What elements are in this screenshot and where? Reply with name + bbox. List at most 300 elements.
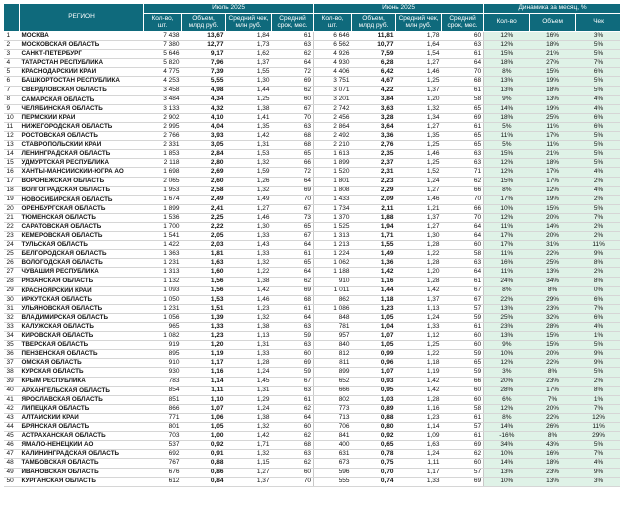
dyn-check: 6%	[576, 295, 620, 304]
june-volume: 1,05	[352, 313, 396, 322]
table-row	[4, 241, 620, 250]
june-avg-check: 1,27	[396, 186, 442, 195]
june-volume: 0,78	[352, 450, 396, 459]
june-count: 910	[314, 277, 352, 286]
june-avg-term: 59	[442, 350, 484, 359]
july-volume: 1,14	[182, 377, 226, 386]
july-avg-term: 66	[272, 159, 314, 168]
june-count: 666	[314, 386, 352, 395]
june-avg-term: 69	[442, 441, 484, 450]
row-number: 9	[4, 104, 20, 113]
june-avg-term: 60	[442, 459, 484, 468]
table-row	[4, 286, 620, 295]
dyn-count: 11%	[484, 222, 530, 231]
dyn-count: 25%	[484, 313, 530, 322]
july-avg-term: 73	[272, 213, 314, 222]
july-count: 1 853	[144, 150, 182, 159]
dyn-volume: 12%	[530, 186, 576, 195]
june-count: 1 086	[314, 304, 352, 313]
dyn-check: 5%	[576, 150, 620, 159]
june-count: 1 213	[314, 241, 352, 250]
dyn-volume: 20%	[530, 232, 576, 241]
july-avg-term: 67	[272, 232, 314, 241]
july-avg-term: 62	[272, 277, 314, 286]
july-volume: 2,25	[182, 213, 226, 222]
june-count: 1 433	[314, 195, 352, 204]
dyn-check: 4%	[576, 168, 620, 177]
july-volume: 12,77	[182, 41, 226, 50]
table-row	[4, 350, 620, 359]
dyn-volume: 22%	[530, 250, 576, 259]
june-volume: 0,93	[352, 377, 396, 386]
july-volume: 1,56	[182, 286, 226, 295]
dyn-count: 8%	[484, 413, 530, 422]
july-avg-check: 1,32	[226, 186, 272, 195]
col-volume-header: Объем, млрд руб.	[182, 14, 226, 32]
table-row	[4, 32, 620, 41]
july-volume: 1,07	[182, 404, 226, 413]
june-count: 957	[314, 332, 352, 341]
dyn-volume: 28%	[530, 323, 576, 332]
july-count: 3 484	[144, 95, 182, 104]
june-avg-term: 60	[442, 332, 484, 341]
table-row	[4, 232, 620, 241]
july-volume: 2,69	[182, 168, 226, 177]
row-number: 3	[4, 50, 20, 59]
region-name: КИРОВСКАЯ ОБЛАСТЬ	[20, 332, 144, 341]
july-count: 1 056	[144, 313, 182, 322]
dyn-count: 18%	[484, 113, 530, 122]
table-row	[4, 395, 620, 404]
june-avg-check: 1,27	[396, 122, 442, 131]
dyn-check: 5%	[576, 159, 620, 168]
july-avg-check: 1,32	[226, 159, 272, 168]
june-volume: 1,18	[352, 295, 396, 304]
july-count: 3 133	[144, 104, 182, 113]
june-avg-term: 63	[442, 41, 484, 50]
july-avg-term: 68	[272, 441, 314, 450]
table-row	[4, 323, 620, 332]
dyn-volume: 22%	[530, 413, 576, 422]
row-number: 22	[4, 222, 20, 231]
table-row	[4, 113, 620, 122]
june-volume: 0,96	[352, 359, 396, 368]
june-avg-term: 67	[442, 295, 484, 304]
june-count: 2 864	[314, 122, 352, 131]
dyn-volume: 23%	[530, 468, 576, 477]
july-count: 783	[144, 377, 182, 386]
table-row	[4, 222, 620, 231]
july-volume: 13,67	[182, 32, 226, 41]
dyn-volume: 20%	[530, 350, 576, 359]
june-avg-term: 61	[442, 413, 484, 422]
region-name: ПЕРМСКИЙ КРАЙ	[20, 113, 144, 122]
dyn-count: 6%	[484, 395, 530, 404]
row-number: 23	[4, 232, 20, 241]
dyn-count: 11%	[484, 132, 530, 141]
region-name: СТАВРОПОЛЬСКИЙ КРАЙ	[20, 141, 144, 150]
region-name: ИРКУТСКАЯ ОБЛАСТЬ	[20, 295, 144, 304]
july-count: 3 458	[144, 86, 182, 95]
june-avg-check: 1,25	[396, 159, 442, 168]
july-count: 930	[144, 368, 182, 377]
june-avg-term: 60	[442, 241, 484, 250]
dyn-volume: 15%	[530, 204, 576, 213]
dyn-check: 5%	[576, 204, 620, 213]
june-volume: 11,81	[352, 32, 396, 41]
row-number: 14	[4, 150, 20, 159]
region-name: ЛЕНИНГРАДСКАЯ ОБЛАСТЬ	[20, 150, 144, 159]
dyn-count: 22%	[484, 295, 530, 304]
region-name: ПЕНЗЕНСКАЯ ОБЛАСТЬ	[20, 350, 144, 359]
june-avg-term: 59	[442, 368, 484, 377]
dyn-count: 14%	[484, 104, 530, 113]
july-avg-term: 60	[272, 468, 314, 477]
dyn-count: 14%	[484, 459, 530, 468]
row-number: 21	[4, 213, 20, 222]
june-avg-term: 70	[442, 213, 484, 222]
june-count: 773	[314, 404, 352, 413]
dyn-check: 2%	[576, 268, 620, 277]
row-number: 39	[4, 377, 20, 386]
july-avg-check: 1,33	[226, 232, 272, 241]
june-avg-check: 1,20	[396, 95, 442, 104]
june-avg-check: 1,35	[396, 132, 442, 141]
dyn-check: 5%	[576, 341, 620, 350]
table-row	[4, 277, 620, 286]
july-volume: 0,92	[182, 441, 226, 450]
dyn-check: 7%	[576, 450, 620, 459]
region-name: ЛИПЕЦКАЯ ОБЛАСТЬ	[20, 404, 144, 413]
june-volume: 1,04	[352, 323, 396, 332]
june-avg-check: 1,17	[396, 468, 442, 477]
dyn-check: 7%	[576, 404, 620, 413]
june-volume: 1,05	[352, 341, 396, 350]
july-count: 5 820	[144, 59, 182, 68]
table-row	[4, 86, 620, 95]
dyn-count: 12%	[484, 404, 530, 413]
region-name: КУРГАНСКАЯ ОБЛАСТЬ	[20, 477, 144, 486]
july-avg-term: 65	[272, 222, 314, 231]
june-avg-term: 65	[442, 359, 484, 368]
june-avg-check: 1,11	[396, 459, 442, 468]
region-name: ТАТАРСТАН РЕСПУБЛИКА	[20, 59, 144, 68]
july-avg-term: 59	[272, 368, 314, 377]
row-number: 31	[4, 304, 20, 313]
dyn-check: 5%	[576, 368, 620, 377]
july-avg-check: 1,27	[226, 468, 272, 477]
july-avg-check: 1,37	[226, 59, 272, 68]
table-row	[4, 404, 620, 413]
july-avg-check: 1,42	[226, 286, 272, 295]
july-avg-term: 72	[272, 68, 314, 77]
july-avg-check: 1,45	[226, 377, 272, 386]
dyn-volume: 8%	[530, 368, 576, 377]
dyn-volume: 19%	[530, 195, 576, 204]
june-avg-check: 1,34	[396, 113, 442, 122]
dyn-count: 11%	[484, 250, 530, 259]
table-row	[4, 377, 620, 386]
june-avg-check: 1,24	[396, 313, 442, 322]
june-count: 652	[314, 377, 352, 386]
july-count: 1 541	[144, 232, 182, 241]
table-row	[4, 477, 620, 486]
june-count: 4 930	[314, 59, 352, 68]
july-volume: 0,88	[182, 459, 226, 468]
dyn-count: 15%	[484, 150, 530, 159]
region-name: КУРСКАЯ ОБЛАСТЬ	[20, 368, 144, 377]
july-avg-check: 1,31	[226, 141, 272, 150]
table-row	[4, 186, 620, 195]
june-count: 631	[314, 450, 352, 459]
table-row	[4, 168, 620, 177]
table-body	[4, 32, 620, 487]
dyn-volume: 17%	[530, 177, 576, 186]
june-volume: 0,92	[352, 432, 396, 441]
table-header	[4, 4, 620, 32]
row-number: 30	[4, 295, 20, 304]
june-avg-term: 69	[442, 477, 484, 486]
dyn-check: 12%	[576, 413, 620, 422]
july-count: 1 674	[144, 195, 182, 204]
june-volume: 1,23	[352, 304, 396, 313]
dyn-count: 3%	[484, 368, 530, 377]
july-avg-term: 61	[272, 304, 314, 313]
dyn-count: 13%	[484, 332, 530, 341]
june-avg-check: 1,24	[396, 177, 442, 186]
dyn-volume: 18%	[530, 459, 576, 468]
row-number: 17	[4, 177, 20, 186]
june-avg-term: 62	[442, 177, 484, 186]
row-number: 46	[4, 441, 20, 450]
july-avg-check: 1,32	[226, 423, 272, 432]
june-count: 3 751	[314, 77, 352, 86]
july-avg-term: 62	[272, 459, 314, 468]
july-volume: 1,06	[182, 413, 226, 422]
dyn-check: 9%	[576, 359, 620, 368]
june-count: 781	[314, 323, 352, 332]
july-avg-check: 1,31	[226, 386, 272, 395]
june-avg-check: 1,46	[396, 150, 442, 159]
row-number: 19	[4, 195, 20, 204]
row-number: 8	[4, 95, 20, 104]
july-avg-check: 1,26	[226, 177, 272, 186]
june-avg-term: 58	[442, 250, 484, 259]
table-row	[4, 413, 620, 422]
region-name: ВОЛОГОДСКАЯ ОБЛАСТЬ	[20, 259, 144, 268]
row-number: 11	[4, 122, 20, 131]
dyn-volume: 22%	[530, 359, 576, 368]
row-number: 45	[4, 432, 20, 441]
june-avg-term: 63	[442, 159, 484, 168]
table-row	[4, 259, 620, 268]
region-name: МОСКОВСКАЯ ОБЛАСТЬ	[20, 41, 144, 50]
july-avg-check: 1,42	[226, 132, 272, 141]
june-avg-check: 1,64	[396, 41, 442, 50]
june-count: 3 201	[314, 95, 352, 104]
july-volume: 1,63	[182, 259, 226, 268]
june-count: 1 062	[314, 259, 352, 268]
dyn-count: 11%	[484, 268, 530, 277]
june-avg-check: 1,12	[396, 332, 442, 341]
june-avg-term: 66	[442, 186, 484, 195]
july-count: 7 380	[144, 41, 182, 50]
dyn-count: 17%	[484, 232, 530, 241]
dyn-volume: 25%	[530, 113, 576, 122]
row-number: 50	[4, 477, 20, 486]
row-number: 10	[4, 113, 20, 122]
dyn-check: 6%	[576, 313, 620, 322]
june-volume: 2,29	[352, 186, 396, 195]
june-volume: 0,74	[352, 477, 396, 486]
dyn-count: 8%	[484, 286, 530, 295]
row-number: 25	[4, 250, 20, 259]
july-avg-term: 69	[272, 359, 314, 368]
june-volume: 2,11	[352, 204, 396, 213]
region-name: КЕМЕРОВСКАЯ ОБЛАСТЬ	[20, 232, 144, 241]
dyn-count: 34%	[484, 441, 530, 450]
july-avg-term: 65	[272, 150, 314, 159]
col-num-header	[4, 4, 20, 32]
col-volume-header: Объем, млрд руб.	[352, 14, 396, 32]
july-count: 1 698	[144, 168, 182, 177]
row-number: 36	[4, 350, 20, 359]
period-july-header: Июль 2025	[144, 4, 314, 14]
region-name: ВОРОНЕЖСКАЯ ОБЛАСТЬ	[20, 177, 144, 186]
july-count: 2 118	[144, 159, 182, 168]
dyn-count: 18%	[484, 59, 530, 68]
region-name: БЕЛГОРОДСКАЯ ОБЛАСТЬ	[20, 250, 144, 259]
june-count: 862	[314, 295, 352, 304]
july-avg-check: 1,37	[226, 477, 272, 486]
dyn-count: 5%	[484, 141, 530, 150]
july-volume: 4,98	[182, 86, 226, 95]
july-count: 1 953	[144, 186, 182, 195]
june-volume: 0,95	[352, 386, 396, 395]
june-count: 899	[314, 368, 352, 377]
july-avg-check: 1,24	[226, 404, 272, 413]
july-avg-check: 1,46	[226, 295, 272, 304]
june-count: 840	[314, 341, 352, 350]
region-name: ВОЛГОГРАДСКАЯ ОБЛАСТЬ	[20, 186, 144, 195]
table-row	[4, 132, 620, 141]
region-name: ОМСКАЯ ОБЛАСТЬ	[20, 359, 144, 368]
july-avg-term: 68	[272, 141, 314, 150]
region-name: ЧЕЛЯБИНСКАЯ ОБЛАСТЬ	[20, 104, 144, 113]
row-number: 1	[4, 32, 20, 41]
july-count: 854	[144, 386, 182, 395]
july-volume: 1,20	[182, 341, 226, 350]
june-avg-check: 1,42	[396, 377, 442, 386]
dyn-check: 4%	[576, 104, 620, 113]
july-count: 1 422	[144, 241, 182, 250]
june-avg-check: 1,63	[396, 441, 442, 450]
june-avg-check: 1,33	[396, 323, 442, 332]
july-avg-check: 1,29	[226, 395, 272, 404]
dyn-volume: 18%	[530, 159, 576, 168]
june-avg-term: 61	[442, 122, 484, 131]
dyn-count: 12%	[484, 41, 530, 50]
july-avg-check: 1,44	[226, 86, 272, 95]
row-number: 20	[4, 204, 20, 213]
july-avg-check: 1,43	[226, 241, 272, 250]
dyn-volume: 34%	[530, 277, 576, 286]
june-avg-term: 64	[442, 59, 484, 68]
july-avg-term: 69	[272, 286, 314, 295]
july-count: 1 700	[144, 222, 182, 231]
june-avg-check: 1,09	[396, 432, 442, 441]
dyn-volume: 20%	[530, 404, 576, 413]
june-volume: 0,70	[352, 468, 396, 477]
june-avg-check: 1,42	[396, 386, 442, 395]
dyn-volume: 17%	[530, 168, 576, 177]
table-row	[4, 423, 620, 432]
june-avg-term: 58	[442, 95, 484, 104]
july-volume: 9,17	[182, 50, 226, 59]
dyn-check: 5%	[576, 77, 620, 86]
july-volume: 2,05	[182, 232, 226, 241]
june-avg-term: 64	[442, 268, 484, 277]
july-count: 851	[144, 395, 182, 404]
row-number: 47	[4, 450, 20, 459]
july-avg-check: 1,27	[226, 204, 272, 213]
july-count: 1 313	[144, 268, 182, 277]
dyn-count: 8%	[484, 186, 530, 195]
dyn-volume: 8%	[530, 432, 576, 441]
dyn-check: 4%	[576, 95, 620, 104]
july-count: 771	[144, 413, 182, 422]
july-avg-term: 64	[272, 313, 314, 322]
dyn-volume: 21%	[530, 50, 576, 59]
june-avg-check: 1,28	[396, 395, 442, 404]
col-avg-term-header: Средний срок, мес.	[272, 14, 314, 32]
dyn-count: 10%	[484, 477, 530, 486]
july-avg-term: 62	[272, 50, 314, 59]
region-name: МОСКВА	[20, 32, 144, 41]
table-row	[4, 122, 620, 131]
june-avg-term: 64	[442, 222, 484, 231]
june-count: 1 734	[314, 204, 352, 213]
table-row	[4, 95, 620, 104]
june-volume: 6,28	[352, 59, 396, 68]
june-avg-term: 70	[442, 68, 484, 77]
july-volume: 0,84	[182, 477, 226, 486]
july-avg-check: 1,25	[226, 95, 272, 104]
dyn-count: 16%	[484, 259, 530, 268]
july-avg-term: 60	[272, 350, 314, 359]
june-count: 1 520	[314, 168, 352, 177]
july-avg-check: 1,38	[226, 104, 272, 113]
july-volume: 4,34	[182, 95, 226, 104]
july-avg-term: 64	[272, 413, 314, 422]
july-volume: 1,39	[182, 313, 226, 322]
table-row	[4, 177, 620, 186]
dyn-count: 8%	[484, 68, 530, 77]
june-avg-term: 61	[442, 432, 484, 441]
dyn-volume: 8%	[530, 286, 576, 295]
dyn-count: 12%	[484, 359, 530, 368]
june-count: 6 562	[314, 41, 352, 50]
june-avg-check: 1,32	[396, 104, 442, 113]
july-avg-term: 62	[272, 86, 314, 95]
july-avg-term: 63	[272, 323, 314, 332]
july-avg-check: 1,32	[226, 313, 272, 322]
july-volume: 1,56	[182, 277, 226, 286]
june-avg-term: 65	[442, 132, 484, 141]
dyn-volume: 15%	[530, 341, 576, 350]
july-avg-term: 70	[272, 113, 314, 122]
dyn-volume: 17%	[530, 132, 576, 141]
